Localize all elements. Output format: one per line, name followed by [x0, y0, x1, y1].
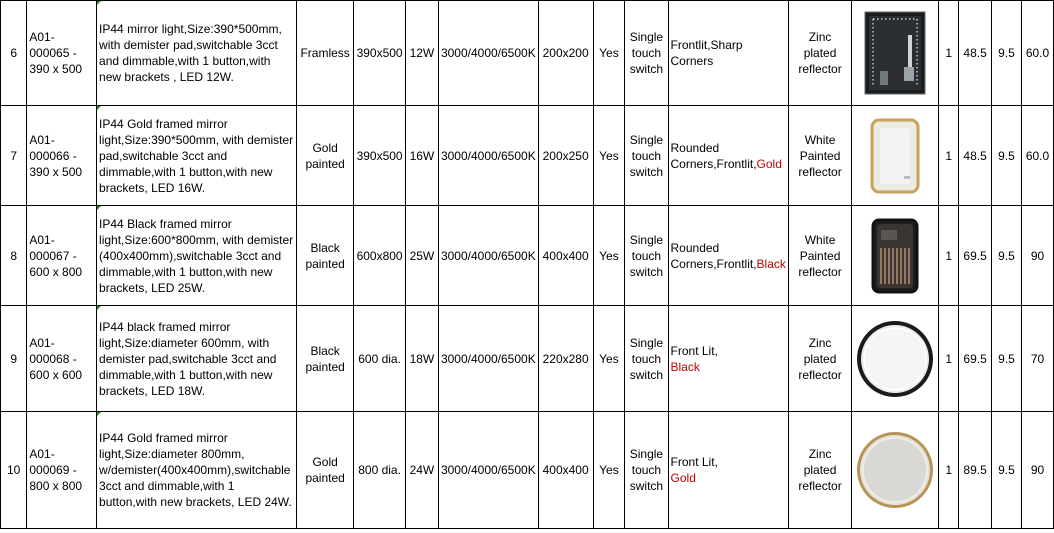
- mirror-size: 600x800: [354, 206, 406, 306]
- product-image-cell: [852, 106, 939, 206]
- item-description: IP44 mirror light,Size:390*500mm, with demister pad,switchable 3cct and dimmable,with 1 button,with new brackets , LED 12W.: [97, 1, 297, 106]
- color-temperature: 3000/4000/6500K: [438, 106, 538, 206]
- value-2: 9.5: [991, 306, 1021, 412]
- row-number: 6: [1, 1, 27, 106]
- frame-finish: Gold painted: [296, 106, 353, 206]
- frame-finish: Gold painted: [296, 412, 353, 529]
- dimmable: Yes: [593, 106, 625, 206]
- color-temperature: 3000/4000/6500K: [438, 412, 538, 529]
- value-3: 60.0: [1021, 106, 1053, 206]
- table-row: [1, 106, 1054, 206]
- color-temperature: 3000/4000/6500K: [438, 306, 538, 412]
- item-code: A01-000066 - 390 x 500: [27, 106, 97, 206]
- value-1: 48.5: [959, 106, 992, 206]
- dimmable: Yes: [593, 1, 625, 106]
- black-round-mirror-image: [854, 318, 936, 400]
- wattage: 25W: [405, 206, 438, 306]
- value-1: 89.5: [959, 412, 992, 529]
- lighting-style-main: Rounded Corners,Frontlit,: [670, 140, 757, 171]
- table-row: [1, 1, 1054, 106]
- table-row: [1, 206, 1054, 306]
- value-2: 9.5: [991, 206, 1021, 306]
- gold-rounded-mirror-image: [870, 118, 920, 194]
- item-code: A01-000069 - 800 x 800: [27, 412, 97, 529]
- table-row: [1, 306, 1054, 412]
- quantity: 1: [939, 106, 959, 206]
- row-number: 7: [1, 106, 27, 206]
- switch-type: Single touch switch: [625, 306, 668, 412]
- switch-type: Single touch switch: [625, 1, 668, 106]
- lighting-style-color: Black: [670, 359, 700, 374]
- lighting-style: [668, 106, 788, 206]
- gold-round-mirror-image: [854, 429, 936, 511]
- row-number: 8: [1, 206, 27, 306]
- switch-type: Single touch switch: [625, 412, 668, 529]
- lighting-style-color: Gold: [756, 156, 782, 171]
- item-description: IP44 black framed mirror light,Size:diameter 600mm, with demister pad,switchable 3cct and dimmable,with 1 button,with new brackets, LED 18W.: [97, 306, 297, 412]
- table-row: [1, 412, 1054, 529]
- lighting-style: [668, 306, 788, 412]
- color-temperature: 3000/4000/6500K: [438, 206, 538, 306]
- dimmable: Yes: [593, 206, 625, 306]
- reflector-type: White Painted reflector: [788, 206, 851, 306]
- lighting-style: [668, 1, 788, 106]
- quantity: 1: [939, 306, 959, 412]
- frame-finish: Black painted: [296, 206, 353, 306]
- reflector-type: Zinc plated reflector: [788, 1, 851, 106]
- product-image-cell: [852, 306, 939, 412]
- mirror-size: 390x500: [354, 106, 406, 206]
- frame-finish: Framless: [296, 1, 353, 106]
- mirror-size: 600 dia.: [354, 306, 406, 412]
- wattage: 12W: [405, 1, 438, 106]
- value-1: 69.5: [959, 206, 992, 306]
- switch-type: Single touch switch: [625, 106, 668, 206]
- value-3: 70: [1021, 306, 1053, 412]
- mirror-size: 390x500: [354, 1, 406, 106]
- switch-type: Single touch switch: [625, 206, 668, 306]
- dimmable: Yes: [593, 412, 625, 529]
- lighting-style: [668, 412, 788, 529]
- item-code: A01-000068 - 600 x 600: [27, 306, 97, 412]
- black-rounded-mirror-image: [871, 218, 919, 294]
- lighting-style-main: Frontlit,Sharp Corners: [670, 38, 743, 68]
- item-description: IP44 Gold framed mirror light,Size:diameter 800mm, w/demister(400x400mm),switchable 3cct and dimmable,with 1 button,with new brackets, LED 24W.: [97, 412, 297, 529]
- dimmable: Yes: [593, 306, 625, 412]
- value-2: 9.5: [991, 412, 1021, 529]
- value-3: 90: [1021, 412, 1053, 529]
- item-description: IP44 Gold framed mirror light,Size:390*500mm, with demister pad,switchable 3cct and dimmable,with 1 button,with new brackets, LED 16W.: [97, 106, 297, 206]
- lighting-style-color: Black: [756, 256, 786, 271]
- lighting-style: [668, 206, 788, 306]
- demister-size: 200x250: [538, 106, 593, 206]
- product-image-cell: [852, 1, 939, 106]
- quantity: 1: [939, 206, 959, 306]
- demister-size: 400x400: [538, 412, 593, 529]
- demister-size: 400x400: [538, 206, 593, 306]
- item-code: A01-000065 - 390 x 500: [27, 1, 97, 106]
- product-image-cell: [852, 412, 939, 529]
- mirror-size: 800 dia.: [354, 412, 406, 529]
- frame-finish: Black painted: [296, 306, 353, 412]
- rectangular-frameless-mirror-image: [864, 11, 926, 95]
- quantity: 1: [939, 1, 959, 106]
- item-code: A01-000067 - 600 x 800: [27, 206, 97, 306]
- wattage: 24W: [405, 412, 438, 529]
- lighting-style-main: Rounded Corners,Frontlit,: [670, 240, 757, 271]
- value-3: 90: [1021, 206, 1053, 306]
- lighting-style-color: Gold: [670, 471, 696, 485]
- product-image-cell: [852, 206, 939, 306]
- lighting-style-main: Front Lit,: [670, 343, 718, 358]
- reflector-type: White Painted reflector: [788, 106, 851, 206]
- color-temperature: 3000/4000/6500K: [438, 1, 538, 106]
- lighting-style-main: Front Lit,: [670, 455, 718, 469]
- wattage: 16W: [405, 106, 438, 206]
- row-number: 9: [1, 306, 27, 412]
- wattage: 18W: [405, 306, 438, 412]
- row-number: 10: [1, 412, 27, 529]
- quantity: 1: [939, 412, 959, 529]
- value-3: 60.0: [1021, 1, 1053, 106]
- item-description: IP44 Black framed mirror light,Size:600*800mm, with demister (400x400mm),switchable 3cct and dimmable,with 1 button,with new brackets, LED 25W.: [97, 206, 297, 306]
- value-2: 9.5: [991, 1, 1021, 106]
- value-2: 9.5: [991, 106, 1021, 206]
- demister-size: 200x200: [538, 1, 593, 106]
- demister-size: 220x280: [538, 306, 593, 412]
- value-1: 48.5: [959, 1, 992, 106]
- reflector-type: Zinc plated reflector: [788, 412, 851, 529]
- value-1: 69.5: [959, 306, 992, 412]
- reflector-type: Zinc plated reflector: [788, 306, 851, 412]
